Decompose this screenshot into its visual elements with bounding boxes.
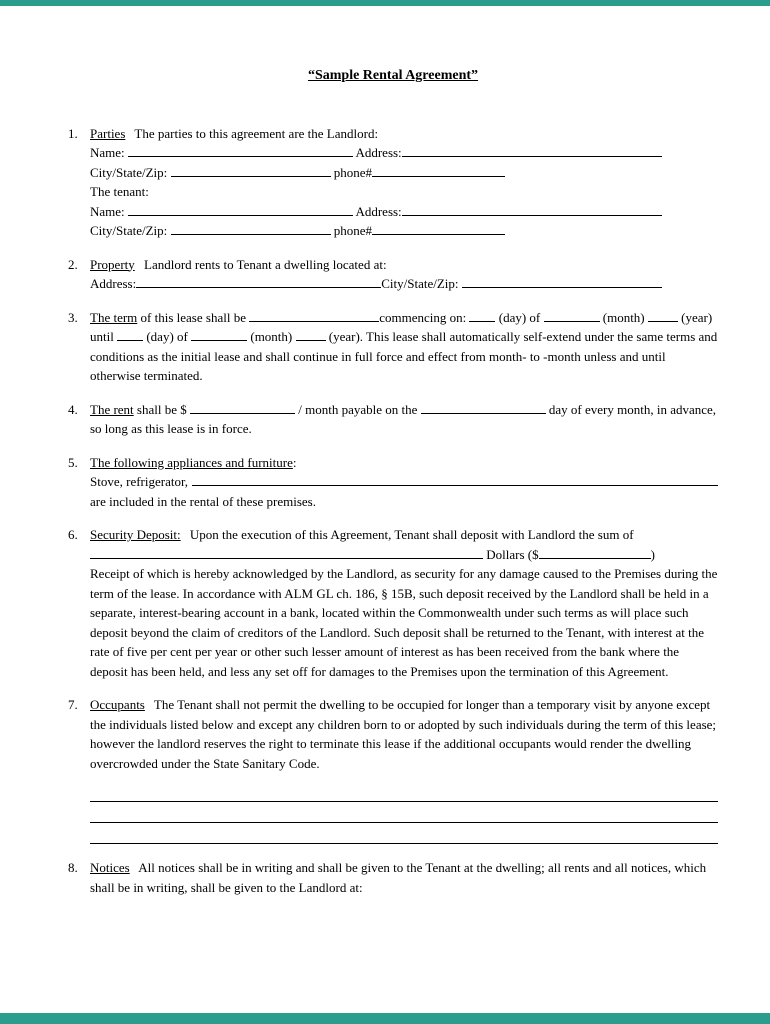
term-text-8: (year). This lease shall automatically self-extend under the same terms and conditions as the initial lease and shall continue in full force and effect from month- to -month unless and until otherwise terminated.	[90, 329, 718, 383]
section-term-number: 3.	[68, 309, 78, 325]
section-property-content	[90, 255, 718, 294]
security-deposit-label: Security Deposit:	[90, 527, 181, 542]
deposit-terms-paragraph: Receipt of which is hereby acknowledged by the Landlord, as security for any damage caused to the Premises during the term of the lease. In accordance with ALM GL ch. 186, § 15B, such deposit received by the Landlord shall be held in a separate, interest-bearing account in a bank, located within the Commonwealth under such terms as will place such deposit beyond the claim of creditors of the Landlord. Such deposit shall be returned to the Tenant, with interest at the rate of five per cent per year or other such lesser amount of interest as has been received from the bank where the deposit has been held, and less any set off for damages to the Premises upon the termination of this Agreement.	[90, 566, 718, 679]
occupants-label: Occupants	[90, 697, 145, 712]
deposit-close-paren: )	[650, 546, 655, 562]
property-address-label: Address:	[90, 276, 137, 291]
property-city-state-zip-label: City/State/Zip:	[381, 276, 459, 291]
occupant-blank-line-1[interactable]	[90, 781, 718, 802]
tenant-heading-line: The tenant:	[90, 184, 149, 199]
landlord-name-line	[90, 143, 718, 163]
term-text-3: (day) of	[498, 309, 541, 325]
section-appliances-number: 5.	[68, 454, 78, 470]
section-rent	[68, 400, 718, 439]
occupant-blank-line-2[interactable]	[90, 802, 718, 823]
occupant-blank-line-3[interactable]	[90, 823, 718, 844]
term-paragraph	[90, 308, 718, 386]
end-day-blank[interactable]	[117, 327, 143, 341]
rent-amount-blank[interactable]	[190, 400, 295, 414]
term-text-6: (day) of	[146, 329, 188, 344]
occupants-blank-lines	[90, 781, 718, 844]
tenant-city-state-zip-blank[interactable]	[171, 221, 331, 235]
term-text-5: (year) until	[90, 309, 713, 344]
bottom-accent-bar	[0, 1013, 770, 1024]
section-parties-number: 1.	[68, 125, 78, 141]
landlord-city-state-zip-label: City/State/Zip:	[90, 164, 168, 180]
property-label: Property	[90, 256, 135, 272]
notices-label: Notices	[90, 860, 130, 875]
start-day-blank[interactable]	[469, 308, 495, 322]
appliances-included-text: are included in the rental of these premises.	[90, 493, 316, 509]
deposit-amount-line	[90, 545, 718, 565]
landlord-phone-blank[interactable]	[372, 163, 505, 177]
term-text-2: commencing on:	[379, 309, 467, 325]
end-month-blank[interactable]	[191, 327, 247, 341]
section-occupants	[68, 695, 718, 844]
appliances-label: The following appliances and furniture	[90, 454, 293, 470]
section-occupants-number: 7.	[68, 697, 78, 712]
parties-heading-line	[90, 124, 718, 144]
rent-text-2: / month payable on the	[298, 401, 418, 417]
section-notices-number: 8.	[68, 860, 78, 875]
notices-body-text: All notices shall be in writing and shall be given to the Tenant at the dwelling; all rents and all notices, which shall be in writing, shall be given to the Landlord at:	[90, 860, 707, 895]
section-property	[68, 255, 718, 294]
term-length-blank[interactable]	[249, 308, 379, 322]
section-property-number: 2.	[68, 256, 78, 272]
section-notices-content	[90, 858, 718, 897]
start-month-blank[interactable]	[544, 308, 600, 322]
term-label: The term	[90, 309, 138, 325]
section-security-deposit-content	[90, 525, 718, 681]
landlord-name-blank[interactable]	[128, 143, 353, 157]
deposit-amount-words-blank[interactable]	[90, 545, 483, 559]
property-city-state-zip-blank[interactable]	[462, 274, 662, 288]
tenant-city-state-zip-label: City/State/Zip:	[90, 223, 168, 238]
landlord-address-label: Address:	[355, 145, 402, 160]
deposit-intro-text: Upon the execution of this Agreement, Tenant shall deposit with Landlord the sum of	[189, 527, 634, 542]
tenant-address-label: Address:	[355, 203, 402, 219]
tenant-phone-label: phone#	[333, 223, 373, 238]
rent-text-3: day of every month, in advance, so long as this lease is in force.	[90, 401, 717, 436]
section-notices	[68, 858, 718, 897]
rent-text-1: shall be $	[136, 401, 187, 417]
document-title: “Sample Rental Agreement”	[307, 68, 479, 83]
section-rent-number: 4.	[68, 401, 78, 417]
appliances-heading-line	[90, 453, 718, 473]
occupants-paragraph	[90, 695, 718, 773]
occupants-body-text: The Tenant shall not permit the dwelling to be occupied for longer than a temporary visit by anyone except the individuals listed below and except any children born to or adopted by such individuals during the term of this lease; however the landlord reserves the right to terminate this lease if the additional occupants would render the dwelling overcrowded under the State Sanitary Code.	[90, 697, 717, 771]
section-term	[68, 308, 718, 386]
deposit-amount-number-blank[interactable]	[539, 545, 651, 559]
tenant-name-label: Name:	[90, 203, 125, 219]
tenant-name-line	[90, 202, 718, 222]
term-text-4: (month)	[602, 309, 645, 325]
section-appliances-content	[90, 453, 718, 512]
section-term-content	[90, 308, 718, 386]
deposit-dollars-text: Dollars ($	[486, 546, 539, 562]
tenant-name-blank[interactable]	[128, 202, 353, 216]
parties-label: Parties	[90, 125, 126, 141]
property-address-line	[90, 274, 718, 294]
rent-due-day-blank[interactable]	[421, 400, 546, 414]
section-appliances	[68, 453, 718, 512]
property-address-blank[interactable]	[136, 274, 381, 288]
tenant-phone-blank[interactable]	[372, 221, 505, 235]
tenant-city-line	[90, 221, 718, 241]
landlord-city-state-zip-blank[interactable]	[171, 163, 331, 177]
landlord-phone-label: phone#	[333, 164, 373, 180]
section-security-deposit-number: 6.	[68, 527, 78, 542]
property-intro-text: Landlord rents to Tenant a dwelling located at:	[144, 256, 387, 272]
section-parties-content	[90, 124, 718, 241]
rent-label: The rent	[90, 401, 134, 417]
landlord-name-label: Name:	[90, 145, 125, 160]
section-parties	[68, 124, 718, 241]
appliances-blank[interactable]	[192, 472, 718, 486]
notices-paragraph	[90, 858, 718, 897]
rent-paragraph	[90, 400, 718, 439]
term-text-1: of this lease shall be	[140, 309, 246, 325]
parties-intro-text: The parties to this agreement are the Landlord:	[134, 125, 379, 141]
appliances-list-text: Stove, refrigerator,	[90, 474, 189, 489]
property-heading-line	[90, 255, 718, 275]
appliances-list-line	[90, 472, 718, 492]
section-security-deposit	[68, 525, 718, 681]
section-rent-content	[90, 400, 718, 439]
landlord-city-line	[90, 163, 718, 183]
end-year-blank[interactable]	[296, 327, 326, 341]
start-year-blank[interactable]	[648, 308, 678, 322]
deposit-intro-paragraph	[90, 525, 718, 545]
term-text-7: (month)	[250, 329, 293, 344]
top-accent-bar	[0, 0, 770, 6]
landlord-address-blank[interactable]	[402, 143, 662, 157]
appliances-colon: :	[292, 454, 297, 470]
section-occupants-content	[90, 695, 718, 844]
tenant-address-blank[interactable]	[402, 202, 662, 216]
